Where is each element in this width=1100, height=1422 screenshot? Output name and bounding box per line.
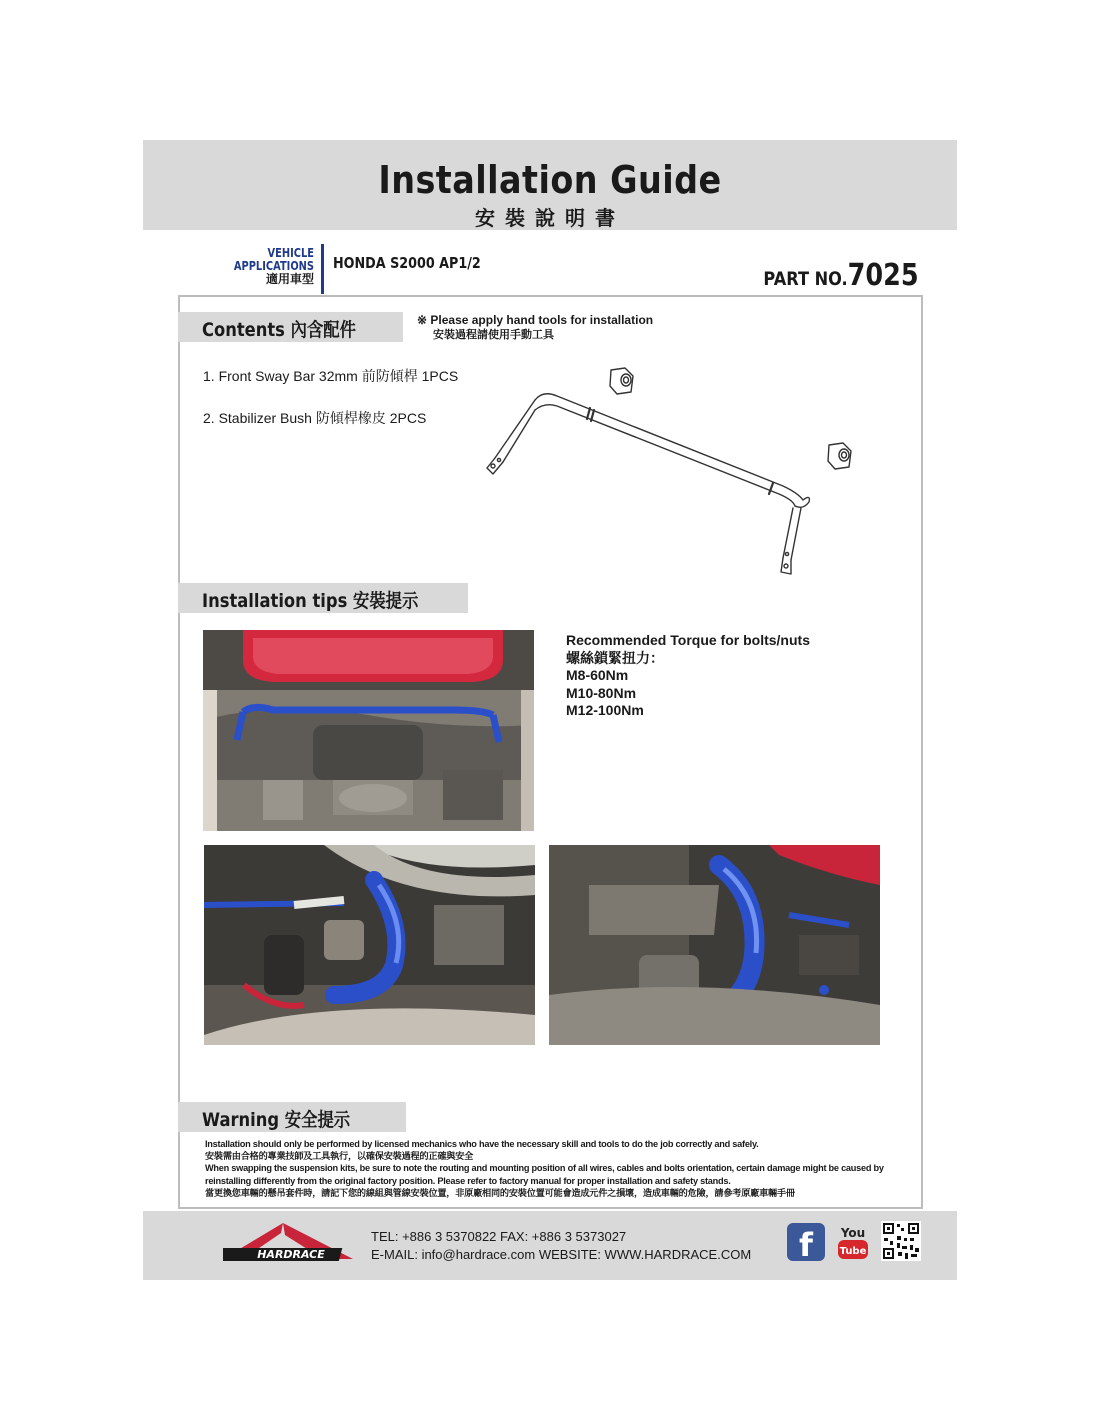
bushing-drawing-right	[828, 443, 851, 469]
youtube-label-top: You	[840, 1226, 866, 1240]
warning-text	[205, 1138, 905, 1199]
youtube-label-bottom: Tube	[839, 1246, 867, 1257]
hand-tools-note	[417, 313, 653, 343]
torque-m8: M8-60Nm	[566, 667, 629, 683]
qr-code-icon[interactable]	[881, 1221, 921, 1261]
warning-line-4: 當更換您車輛的懸吊套件時，請記下您的線組與管線安裝位置，非原廠相同的安裝位置可能會造成元件之損壞，造成車輛的危險，請參考原廠車輛手冊	[205, 1187, 795, 1198]
photo-sway-bar-left-mount	[204, 845, 535, 1045]
photo-sway-bar-right-mount	[549, 845, 880, 1045]
hardrace-logo	[223, 1223, 353, 1267]
vehicle-model: HONDA S2000 AP1/2	[333, 254, 481, 272]
part-number	[764, 258, 919, 293]
torque-title: Recommended Torque for bolts/nuts	[566, 632, 810, 648]
vehicle-applications-label	[178, 247, 314, 286]
torque-title-zh: 螺絲鎖緊扭力：	[566, 649, 664, 666]
installation-tips-heading: Installation tips 安裝提示	[202, 590, 419, 612]
warning-line-1: Installation should only be performed by licensed mechanics who have the necessary skill and tools to do the job correctly and safely.	[205, 1139, 759, 1149]
photo-underside-overview	[203, 630, 534, 831]
part-number-value: 7025	[848, 258, 919, 293]
installation-tips-heading-tab	[178, 583, 468, 613]
torque-m10: M10-80Nm	[566, 684, 637, 701]
contact-info	[371, 1228, 751, 1264]
contents-item-stabilizer-bush: 2. Stabilizer Bush 防傾桿橡皮 2PCS	[203, 410, 427, 426]
contents-item-sway-bar: 1. Front Sway Bar 32mm 前防傾桿 1PCS	[203, 368, 459, 384]
warning-line-3: When swapping the suspension kits, be sure to note the routing and mounting position of all wires, cables and bolts orientation, certain damage might be caused by reinstalling differently from the original factory position. Please refer to factory manual for proper installation and safety stands.	[205, 1163, 884, 1186]
facebook-icon[interactable]: f	[787, 1223, 825, 1261]
vehicle-applications-label-en: VEHICLE APPLICATIONS	[233, 246, 314, 273]
sway-bar-drawing	[483, 360, 863, 580]
page-title: Installation Guide	[378, 158, 722, 202]
brand-name: HARDRACE	[257, 1248, 325, 1261]
torque-m12: M12-100Nm	[566, 702, 644, 718]
installation-guide-sheet	[143, 140, 957, 1280]
warning-heading-tab	[178, 1102, 406, 1132]
warning-line-2: 安裝需由合格的專業技師及工具執行，以確保安裝過程的正確與安全	[205, 1151, 474, 1162]
torque-spec	[566, 632, 810, 720]
hand-tools-note-zh: 安裝過程請使用手動工具	[433, 329, 554, 341]
contents-heading-tab	[178, 312, 403, 342]
vehicle-applications-label-zh: 適用車型	[265, 272, 314, 286]
hand-tools-note-en: ※ Please apply hand tools for installation	[417, 313, 654, 327]
vehicle-divider	[321, 244, 324, 294]
youtube-icon[interactable]	[835, 1223, 871, 1261]
page-title-zh: 安裝說明書	[475, 206, 625, 230]
warning-heading: Warning 安全提示	[202, 1109, 351, 1131]
contact-email-website: E-MAIL: info@hardrace.com WEBSITE: WWW.HARDRACE.COM	[371, 1247, 752, 1262]
contact-phone-fax: TEL: +886 3 5370822 FAX: +886 3 5373027	[371, 1229, 627, 1244]
part-number-label: PART NO.	[763, 268, 849, 290]
bushing-drawing-left	[610, 368, 633, 394]
contents-heading: Contents 內含配件	[202, 319, 356, 341]
footer-band	[143, 1211, 957, 1280]
header-band	[143, 140, 957, 230]
